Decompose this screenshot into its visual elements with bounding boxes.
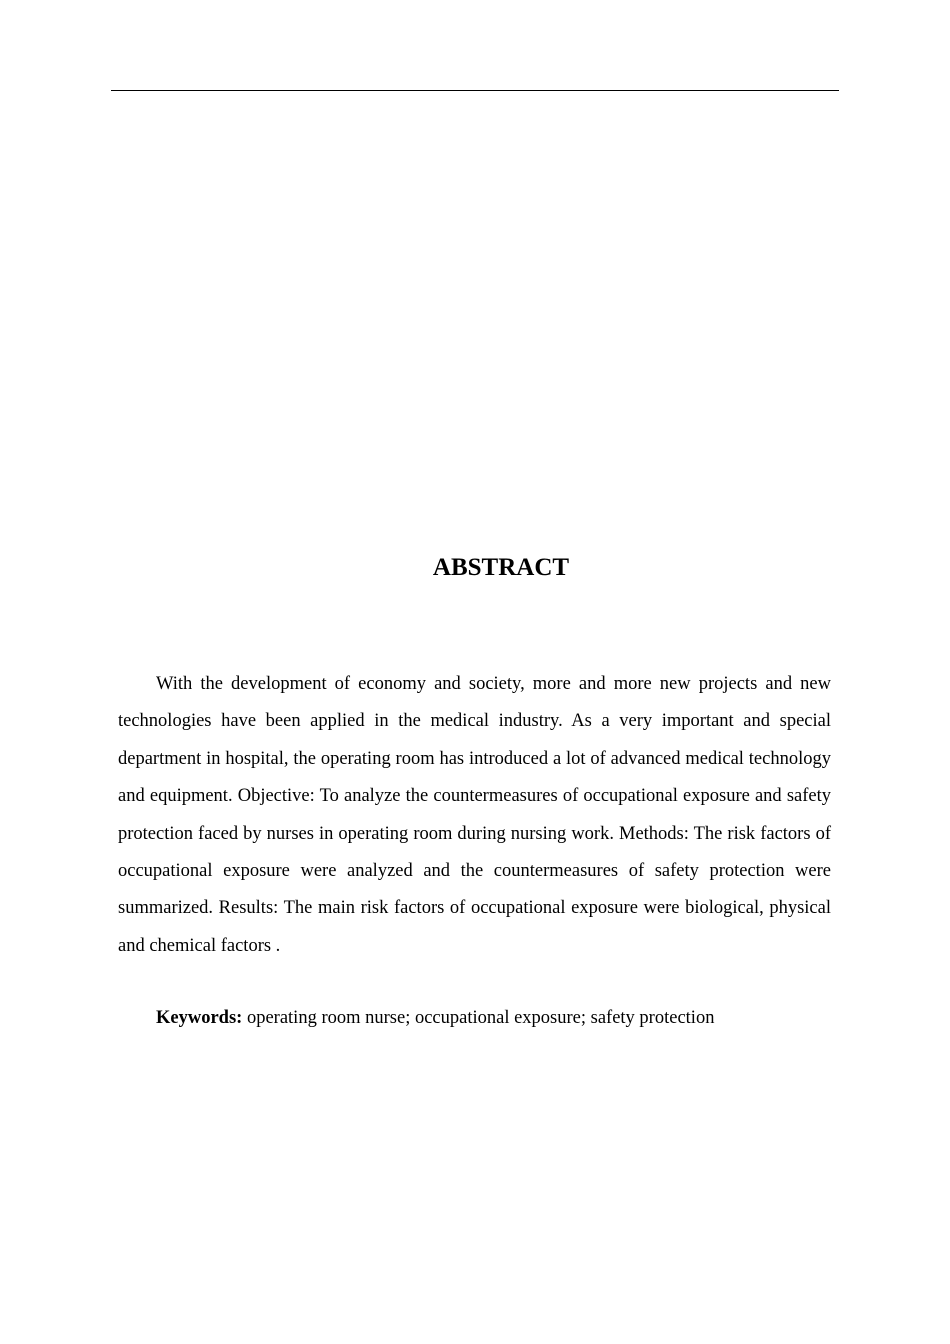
header-rule <box>111 90 839 91</box>
keywords-text: operating room nurse; occupational exposure; safety protection <box>242 1008 715 1028</box>
keywords-line <box>156 1001 836 1035</box>
abstract-title: ABSTRACT <box>432 554 570 581</box>
abstract-body: With the development of economy and society, more and more new projects and new technologies have been applied in the medical industry. As a very important and special department in hospital, the operating room has introduced a lot of advanced medical technology and equipment. Objective: To analyze the countermeasures of occupational exposure and safety protection faced by nurses in operating room during nursing work. Methods: The risk factors of occupational exposure were analyzed and the countermeasures of safety protection were summarized. Results: The main risk factors of occupational exposure were biological, physical and chemical factors . <box>118 674 831 956</box>
keywords-label: Keywords: <box>156 1008 243 1028</box>
